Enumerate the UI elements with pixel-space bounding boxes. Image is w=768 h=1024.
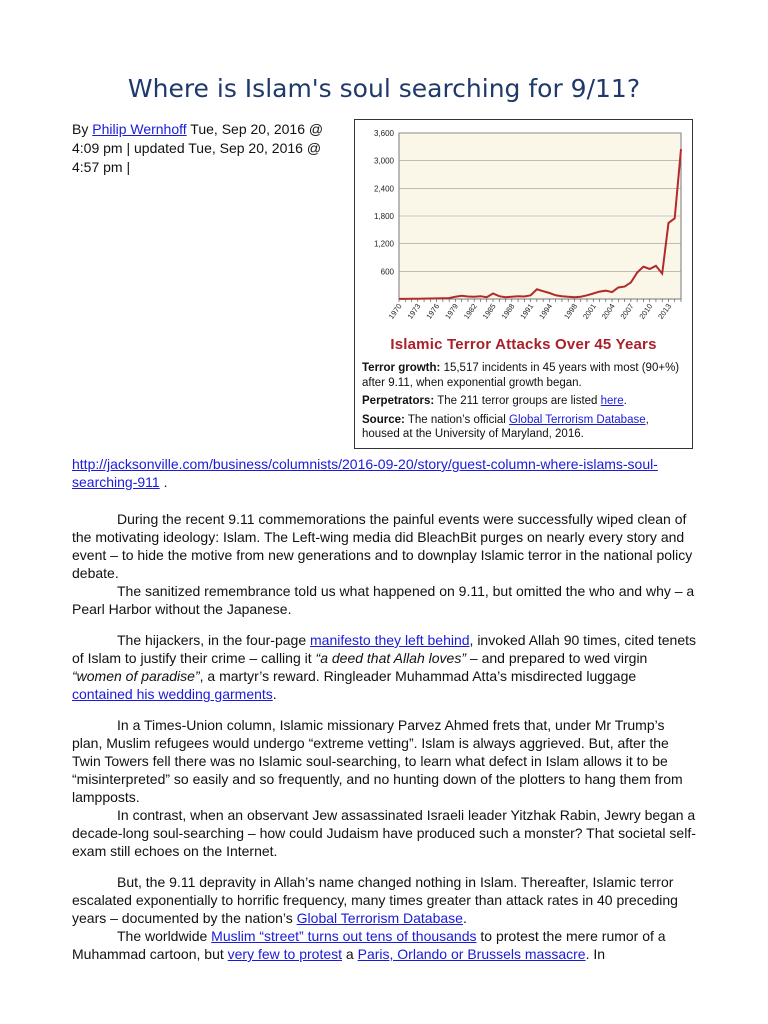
muslim-street-link[interactable]: Muslim “street” turns out tens of thousands [211,928,477,944]
quote-women: “women of paradise” [72,668,200,684]
y-tick-label: 3,000 [373,156,394,166]
paragraph-6 [72,873,697,927]
p7-text-a: The worldwide [117,928,212,944]
source-url-link[interactable]: http://jacksonville.com/business/columnists/2016-09-20/story/guest-column-where-islams-soul-searching-911 [72,456,658,490]
p3-text-d: , a martyr’s reward. Ringleader Muhammad Atta’s misdirected luggage [199,668,637,684]
terror-attacks-chart [355,120,692,335]
massacre-link[interactable]: Paris, Orlando or Brussels massacre [357,946,586,962]
p7-text-d: . In [585,946,606,962]
p7-text-c: a [342,946,358,962]
perpetrators-label: Perpetrators: [362,395,435,407]
y-tick-label: 1,800 [373,212,394,221]
p3-text-e: . [272,686,277,702]
y-tick-label: 2,400 [373,184,394,194]
wedding-garments-link[interactable]: contained his wedding garments [72,686,273,702]
manifesto-link[interactable]: manifesto they left behind [310,632,470,648]
x-tick-label: 2010 [637,301,655,321]
chart-caption [362,361,687,446]
x-tick-label: 2013 [656,301,674,321]
x-tick-label: 1970 [386,301,404,321]
x-tick-label: 1991 [518,301,536,321]
paragraph-2: The sanitized remembrance told us what happened on 9.11, but omitted the who and why – a Pearl Harbor without the Japanese. [72,583,695,617]
source-url-end: . [159,474,168,490]
p6-text-a: But, the 9.11 depravity in Allah’s name changed nothing in Islam. Thereafter, Islamic terror escalated exponentially to horrific frequency, many times greater than attack rates in 40 preceding years – documented by the nation’s [72,874,678,926]
paragraph-5: In contrast, when an observant Jew assassinated Israeli leader Yitzhak Rabin, Jewry began a decade-long soul-searching – how could Judaism have produced such a monster? That societal self-exam still echoes on the Internet. [72,807,696,859]
paragraph-3 [72,631,697,703]
paragraph-4: In a Times-Union column, Islamic missionary Parvez Ahmed frets that, under Mr Trump’s plan, Muslim refugees would undergo “extreme vetting”. Islam is always aggrieved. But, after the Twin Towers fell there was no Islamic soul-searching, to learn what defect in Islam allows it to be “misinterpreted” so easily and so frequently, and no hunting down of the plotters to hang them from lampposts. [72,717,683,805]
p6-text-b: . [462,910,467,926]
quote-deed: “a deed that Allah loves” [315,650,466,666]
source-text: The nation’s official [404,413,510,426]
page-title: Where is Islam's soul searching for 9/11? [127,74,641,103]
x-tick-label: 1982 [461,301,479,321]
x-tick-label: 1973 [405,301,423,321]
chart-box [354,119,693,449]
gtd-body-link[interactable]: Global Terrorism Database [296,910,463,926]
y-tick-label: 3,600 [373,129,394,138]
perpetrators-text: The 211 terror groups are listed [434,395,601,407]
byline-prefix: By [72,121,93,137]
source-end: , housed at the University of Maryland, 2016. [362,413,649,440]
paragraph-1: During the recent 9.11 commemorations the painful events were successfully wiped clean of the motivating ideology: Islam. The Left-wing media did BleachBit purges on nearly every story and event – to hide the motive from new generations and to downplay Islamic terror in the national policy debate. [72,511,693,581]
x-tick-label: 1994 [537,301,555,321]
byline [72,120,337,177]
y-tick-label: 600 [380,267,394,277]
x-tick-label: 2007 [618,301,636,321]
chart-title: Islamic Terror Attacks Over 45 Years [390,336,657,353]
gtd-link[interactable]: Global Terrorism Database [509,413,646,426]
article-body [72,455,697,963]
here-link[interactable]: here [600,395,624,407]
x-tick-label: 2004 [599,301,617,321]
x-tick-label: 1976 [424,301,442,321]
p3-text-b: , invoked Allah 90 times, cited tenets of Islam to justify their crime – calling it [72,632,697,666]
p7-text-b: to protest the mere rumor of a Muhammad cartoon, but [72,928,666,962]
p3-text-c: – and prepared to wed virgin [466,650,648,666]
y-tick-label: 1,200 [373,239,394,249]
growth-text: 15,517 incidents in 45 years with most (90+%) after 9.11, when exponential growth began. [362,362,680,389]
perpetrators-end: . [623,395,627,407]
x-tick-label: 2001 [580,301,598,321]
byline-date: Tue, Sep 20, 2016 @ 4:09 pm | updated Tue, Sep 20, 2016 @ 4:57 pm | [72,121,324,175]
x-tick-label: 1998 [562,301,580,321]
author-link[interactable]: Philip Wernhoff [92,121,187,137]
paragraph-7 [72,927,697,963]
very-few-link[interactable]: very few to protest [227,946,343,962]
p3-text-a: The hijackers, in the four-page [117,632,310,648]
source-url-line [72,455,697,491]
x-tick-label: 1988 [499,301,517,321]
x-tick-label: 1985 [480,301,498,321]
x-tick-label: 1979 [443,301,461,321]
growth-label: Terror growth: [362,362,441,374]
source-label: Source: [362,413,405,426]
